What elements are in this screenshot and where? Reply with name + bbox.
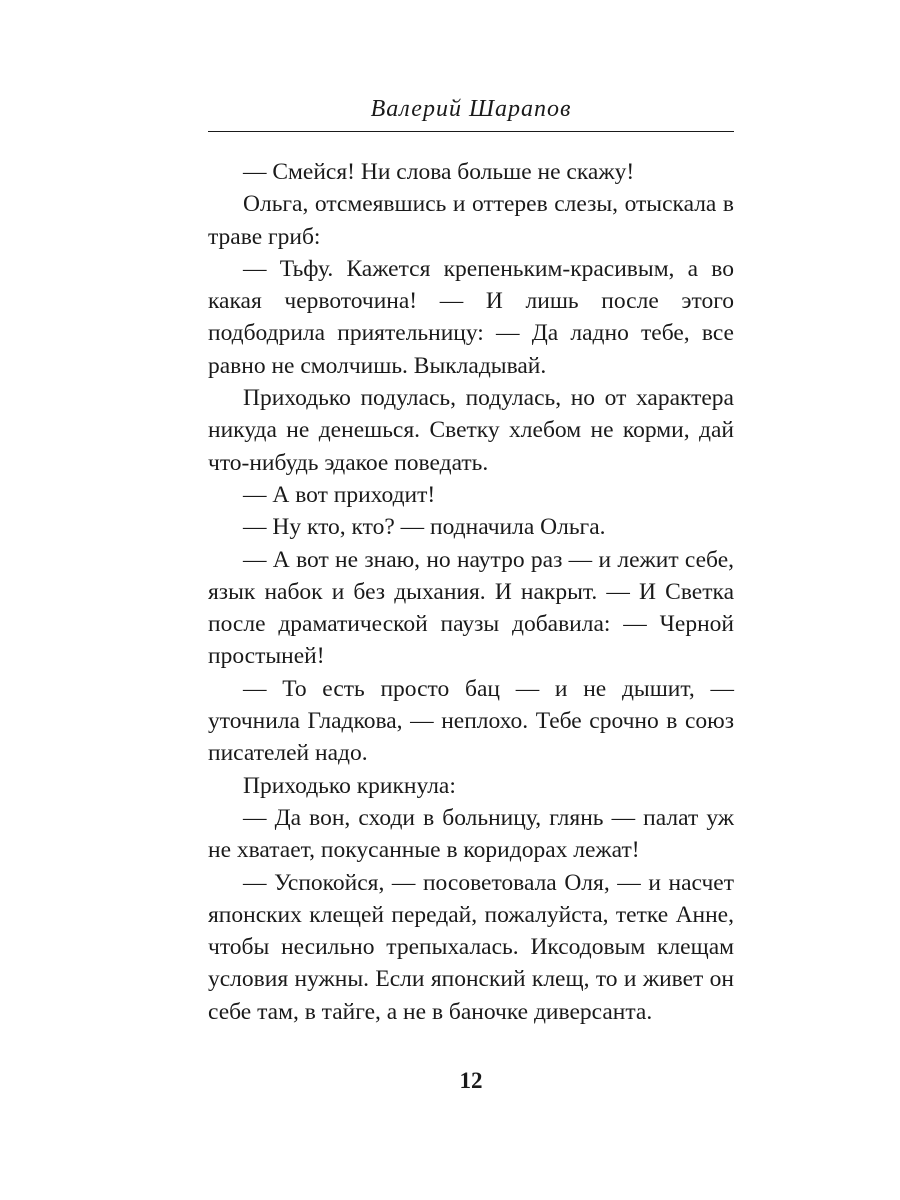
running-head: Валерий Шарапов [370,96,572,122]
page-number: 12 [459,1068,483,1093]
paragraph: — Смейся! Ни слова больше не скажу! [243,159,635,185]
paragraph: Ольга, отсмеявшись и оттерев слезы, отыскала в траве гриб: [208,191,734,250]
header-rule [208,131,734,132]
paragraph: — А вот не знаю, но наутро раз — и лежит себе, язык набок и без дыхания. И накрыт. — И Светка после драматической паузы добавила: — Черной простыней! [208,546,734,670]
paragraph: — То есть просто бац — и не дышит, — уточнила Гладкова, — неплохо. Тебе срочно в союз писателей надо. [208,675,734,767]
paragraph: — Да вон, сходи в больницу, глянь — палат уж не хватает, покусанные в коридорах лежат! [208,804,734,864]
paragraph: — А вот приходит! [243,481,436,508]
paragraph: — Ну кто, кто? — подначила Ольга. [243,514,606,541]
paragraph: — Тьфу. Кажется крепеньким-красивым, а во какая червоточина! — И лишь после этого подбодрила приятельницу: — Да ладно тебе, все равно не смолчишь. Выкладывай. [208,255,734,379]
body-text [208,156,734,1028]
paragraph: Приходько подулась, подулась, но от характера никуда не денешься. Светку хлебом не корми, дай что-нибудь эдакое поведать. [208,385,734,476]
paragraph: Приходько крикнула: [243,772,456,799]
paragraph: — Успокойся, — посоветовала Оля, — и насчет японских клещей передай, пожалуйста, тетке Анне, чтобы несильно трепыхалась. Иксодовым клещам условия нужны. Если японский клещ, то и живет он себе там, в тайге, а не в баночке диверсанта. [208,869,734,1025]
